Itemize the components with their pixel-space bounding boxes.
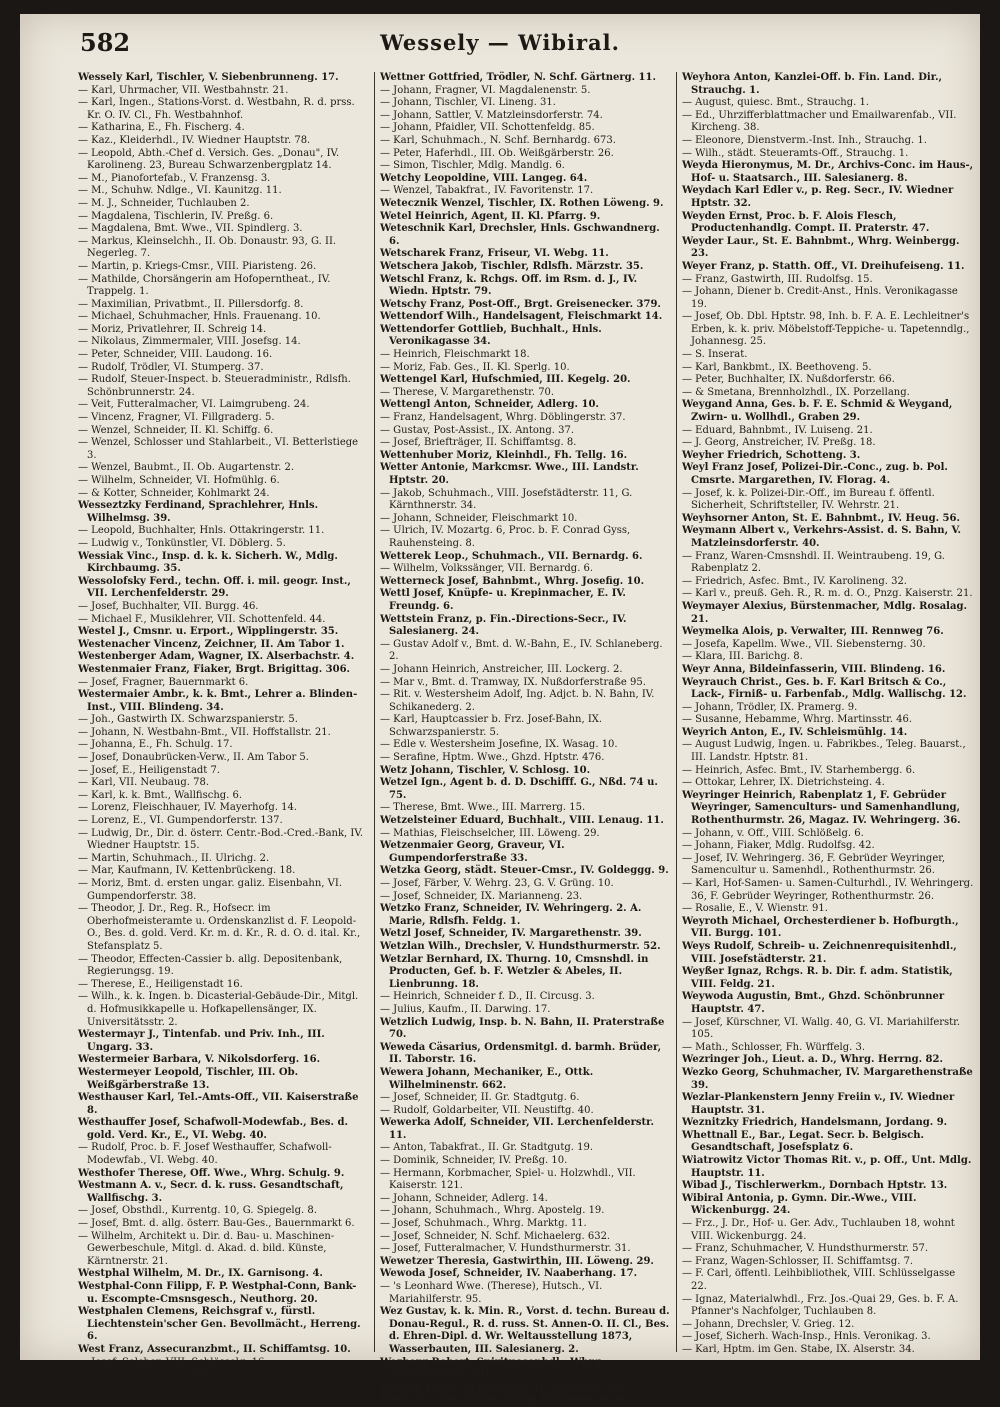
directory-entry: — & Smetana, Brennholzhdl., IX. Porzellang. [682, 386, 910, 398]
directory-entry: — Josef, Sicherh. Wach-Insp., Hnls. Veronikag. 3. [682, 1331, 931, 1343]
directory-entry: — Johann, Fragner, VI. Magdalenenstr. 5. [380, 84, 591, 96]
directory-entry: — Mar, Kaufmann, IV. Kettenbrückeng. 18. [78, 865, 296, 877]
directory-entry: — Johann, Schuhmach., Whrg. Apostelg. 19. [380, 1205, 605, 1217]
directory-entry: — Wilh., k. k. Ingen. b. Dicasterial-Gebäude-Dir., Mitgl. d. Hofmusikkapelle u. Hofkapellensänger, IX. Universitätsstr. 2. [78, 991, 359, 1028]
directory-entry: — Math., Schlosser, Fh. Würffelg. 3. [682, 1041, 866, 1053]
column-divider [676, 72, 677, 1352]
directory-entry: Wetzka Georg, städt. Steuer-Cmsr., IV. Goldeggg. 9. [380, 865, 669, 877]
directory-entry: Wezlar-Plankenstern Jenny Freiin v., IV. Wiedner Hauptstr. 31. [682, 1092, 955, 1116]
directory-entry: — S. Inserat. [682, 349, 748, 361]
directory-entry: — Peter, Schneider, VIII. Laudong. 16. [78, 349, 273, 361]
directory-entry: — Martin, Schuhmach., II. Ulrichg. 2. [78, 852, 270, 864]
directory-entry: — Johann, Trödler, IX. Pramerg. 9. [682, 701, 858, 713]
directory-entry: — Rit. v. Westersheim Adolf, Ing. Adjct. b. N. Bahn, IV. Schikanederg. 2. [380, 689, 655, 713]
directory-entry: — Rosalie, E., V. Wienstr. 91. [682, 903, 828, 915]
directory-entry: — Kaz., Kleiderhdl., IV. Wiedner Hauptstr. 78. [78, 134, 311, 146]
directory-entry: — Magdalena, Bmt. Wwe., VII. Spindlerg. 3. [78, 223, 303, 235]
directory-entry: Westermaier Ambr., k. k. Bmt., Lehrer a. Blinden-Inst., VIII. Blindeng. 34. [78, 689, 358, 713]
directory-entry: — Therese, V. Margarethenstr. 70. [380, 386, 555, 398]
directory-entry: — Therese, Bmt. Wwe., III. Marrerg. 15. [380, 802, 586, 814]
directory-entry: — Frz., J. Dr., Hof- u. Ger. Adv., Tuchlauben 18, wohnt VIII. Wickenburgg. 24. [682, 1218, 955, 1242]
directory-entry: Wetzlich Ludwig, Insp. b. N. Bahn, II. Praterstraße 70. [380, 1016, 665, 1041]
directory-entry: — Gustav Adolf v., Bmt. d. W.-Bahn, E., IV. Schlaneberg. 2. [380, 638, 663, 663]
directory-entry: — Josef, Obsthdl., Kurrentg. 10, G. Spiegelg. 8. [78, 1205, 317, 1217]
directory-entry: Wetzlar Bernhard, IX. Thurng. 10, Cmsnshdl. in Producten, Gef. b. F. Wetzler & Abeles, II. Lienbrunng. 18. [380, 953, 649, 990]
directory-entry: — Michael, Schuhmacher, Hnls. Frauenang. 10. [78, 311, 321, 323]
directory-entry: — Friedrich, Asfec. Bmt., IV. Karolineng. 32. [682, 575, 907, 587]
directory-entry: — Johann, Sattler, V. Matzleinsdorferstr. 74. [380, 109, 603, 121]
directory-entry: Weyrauch Christ., Ges. b. F. Karl Britsch & Co., Lack-, Firniß- u. Farbenfab., Mdlg. Wallischg. 12. [682, 676, 967, 701]
directory-entry: — Wilhelm, Volkssänger, VII. Bernardg. 6. [380, 563, 594, 575]
directory-entry: Wetzl Josef, Schneider, IV. Margarethenstr. 39. [380, 928, 642, 940]
directory-entry: — 's Leonhard Wwe. (Therese), Hutsch., VI. Mariahilferstr. 95. [380, 1281, 603, 1305]
directory-entry: — Johann, Tischler, VI. Lineng. 31. [380, 97, 556, 109]
directory-entry: Weygand Anna, Ges. b. F. E. Schmid & Weygand, Zwirn- u. Wollhdl., Graben 29. [682, 399, 953, 424]
directory-entry: — Lorenz, Fleischhauer, IV. Mayerhofg. 14. [78, 802, 297, 814]
directory-entry: — Wenzel, Schlosser und Stahlarbeit., VI. Betterlstiege 3. [78, 437, 359, 461]
directory-entry: — Eleonore, Dienstverm.-Inst. Inh., Strauchg. 1. [682, 134, 927, 146]
directory-entry: — Rudolf, Trödler, VI. Stumperg. 37. [78, 361, 264, 373]
directory-entry: — Moriz, Fab. Ges., II. Kl. Sperlg. 10. [380, 361, 570, 373]
directory-entry: — Franz, Waren-Cmsnshdl. II. Weintraubeng. 19, G. Rabenplatz 2. [682, 550, 945, 575]
directory-entry: Wetzko Franz, Schneider, IV. Wehringerg. 2. A. Marie, Rdlsfh. Feldg. 1. [380, 903, 642, 927]
directory-entry: Wetzenmaier Georg, Graveur, VI. Gumpendorferstraße 33. [380, 840, 565, 864]
directory-entry: — Nikolaus, Zimmermaler, VIII. Josefsg. 14. [78, 336, 301, 348]
directory-entry: — Theodor, J. Dr., Reg. R., Hofsecr. im Oberhofmeisteramte u. Ordenskanzlist d. F. Leopold-O., Bes. d. gold. Verd. Kr. m. d. Kr., R. d. O. d. ital. Kr., Stefansplatz 5. [78, 903, 361, 952]
directory-entry: — Johann, Drechsler, V. Grieg. 12. [682, 1318, 855, 1330]
directory-entry: Wettl Josef, Knüpfe- u. Krepinmacher, E. IV. Freundg. 6. [380, 588, 626, 612]
directory-entry: — Josef, Fragner, Bauernmarkt 6. [78, 676, 249, 688]
directory-entry: — Josefa, Kapellm. Wwe., VII. Siebensterng. 30. [682, 638, 926, 650]
directory-entry: Wibad J., Tischlerwerkm., Dornbach Hptstr. 13. [682, 1180, 948, 1192]
directory-entry: — Lorenz, E., VI. Gumpendorferstr. 137. [78, 815, 283, 827]
column-divider [374, 72, 375, 1352]
directory-entry: — Josef, Schuhmach., Whrg. Marktg. 11. [380, 1218, 587, 1230]
directory-entry: — Moriz, Bmt. d. ersten ungar. galiz. Eisenbahn, VI. Gumpendorferstr. 38. [78, 878, 343, 902]
directory-entry: Weyrich Anton, E., IV. Schleismühlg. 14. [682, 726, 908, 738]
directory-entry: — Johann, Schneider, Adlerg. 14. [380, 1192, 548, 1204]
directory-entry: — Josef, Schneider, N. Schf. Michaelerg. 632. [380, 1230, 611, 1242]
directory-entry: — Theodor, Effecten-Cassier b. allg. Depositenbank, Regierungsg. 19. [78, 953, 343, 978]
directory-entry: Weymelka Alois, p. Verwalter, III. Rennweg 76. [682, 626, 944, 638]
directory-entry: Weyringer Heinrich, Rabenplatz 1, F. Gebrüder Weyringer, Samenculturs- und Samenhandlung, Rothenthurmstr. 26, Magaz. IV. Wehringerg. 36. [682, 789, 961, 827]
directory-entry: — Josef, Schneider, IX. Marianneng. 23. [380, 890, 583, 902]
directory-entry: Wetschy Franz, Post-Off., Brgt. Greisenecker. 379. [380, 298, 661, 310]
directory-entry: — Mar v., Bmt. d. Tramway, IX. Nußdorferstraße 95. [380, 676, 646, 688]
directory-entry: — Heinrich, Fleischmarkt 18. [380, 349, 530, 361]
directory-entry: — Karl, Hptm. im Gen. Stabe, IX. Alserstr. 34. [682, 1343, 915, 1355]
directory-entry: Weymann Albert v., Verkehrs-Assist. d. S. Bahn, V. Matzleinsdorferstr. 40. [682, 525, 962, 549]
directory-entry: Weyl Franz Josef, Polizei-Dir.-Conc., zug. b. Pol. Cmsrte. Margarethen, IV. Florag. 4. [682, 462, 948, 486]
directory-entry: — Johann, Fiaker, Mdlg. Rudolfsg. 42. [682, 840, 875, 852]
directory-entry: — Johanna, E., Fh. Schulg. 17. [78, 739, 233, 751]
directory-entry: — Karl, k. k. Bmt., Wallfischg. 6. [78, 789, 243, 801]
directory-entry: Wettstein Franz, p. Fin.-Directions-Secr., IV. Salesianerg. 24. [380, 613, 627, 638]
directory-entry: — Josef, Schneider, II. Gr. Stadtgutg. 6. [380, 1092, 580, 1104]
directory-entry: Wessely Karl, Tischler, V. Siebenbrunneng. 17. [78, 72, 339, 83]
directory-entry: — Karl v., preuß. Geh. R., R. m. d. O., Pnzg. Kaiserstr. 21. [682, 588, 973, 600]
directory-entry: — Josef, Donaubrücken-Verw., II. Am Tabor 5. [78, 752, 309, 764]
directory-entry: Wettendorf Wilh., Handelsagent, Fleischmarkt 14. [380, 311, 663, 323]
directory-entry: — Josef, Selcher, VIII. Schlösselg. 16. [78, 1356, 268, 1368]
directory-entry: — Ludwig v., Tonkünstler, VI. Döblerg. 5. [78, 537, 286, 549]
directory-entry: Wezberg Robert, Spirituosenhdl., Whrg. Martinsstraße 21. [380, 1356, 605, 1381]
directory-entry: — Josef, Bmt. d. allg. österr. Bau-Ges., Bauernmarkt 6. [78, 1218, 355, 1230]
directory-entry: Weznitzky Friedrich, Handelsmann, Jordang. 9. [682, 1117, 948, 1129]
directory-entry: — Vincenz, Fragner, VI. Fillgraderg. 5. [78, 412, 275, 424]
directory-entry: — Joh., Gastwirth IX. Schwarzspanierstr. 5. [78, 714, 298, 726]
directory-entry: Weyhsorner Anton, St. E. Bahnbmt., IV. Heug. 56. [682, 512, 960, 524]
directory-entry: — Heinrich, Schneider f. D., II. Circusg. 3. [380, 991, 595, 1003]
directory-entry: — Edle v. Westersheim Josefine, IX. Wasag. 10. [380, 739, 618, 751]
column-1 [78, 72, 370, 1381]
directory-entry: — Gustav, Post-Assist., IX. Antong. 37. [380, 424, 575, 436]
directory-entry: Wetecznik Wenzel, Tischler, IX. Rothen Löweng. 9. [380, 197, 664, 209]
directory-entry: — Franz, Gastwirth, III. Rudolfsg. 15. [682, 273, 873, 285]
directory-entry: Wetterek Leop., Schuhmach., VII. Bernardg. 6. [380, 550, 643, 562]
directory-entry: — Franz, Wagen-Schlosser, II. Schiffamtsg. 7. [682, 1255, 914, 1267]
directory-entry: — Josef, Briefträger, II. Schiffamtsg. 8. [380, 437, 577, 449]
directory-entry: — Julius, Kaufm., II. Darwing. 17. [380, 1003, 551, 1015]
directory-entry: Wetter Antonie, Markcmsr. Wwe., III. Landstr. Hptstr. 20. [380, 462, 639, 486]
directory-entry: Wetzelsteiner Eduard, Buchhalt., VIII. Lenaug. 11. [380, 815, 664, 827]
directory-entry: Wetz Johann, Tischler, V. Schlosg. 10. [380, 764, 591, 776]
directory-entry: Westenmaier Franz, Fiaker, Brgt. Brigittag. 306. [78, 663, 351, 675]
directory-entry: — Johann, Schneider, Fleischmarkt 10. [380, 512, 578, 524]
directory-entry: — Ed., Uhrzifferblattmacher und Emailwarenfab., VII. Kircheng. 38. [682, 109, 957, 134]
directory-entry: — Wilhelm, Architekt u. Dir. d. Bau- u. Maschinen-Gewerbeschule, Mitgl. d. Akad. d. bild. Künste, Kärntnerstr. 21. [78, 1230, 335, 1267]
directory-entry: Weyr Anna, Bildeinfasserin, VIII. Blindeng. 16. [682, 663, 946, 675]
directory-entry: — Josef, Ob. Dbl. Hptstr. 98, Inh. b. F. A. E. Lechleitner's Erben, k. k. priv. Möbelstoff-Teppiche- u. Tapetenndlg., Johannesg. 25. [682, 311, 970, 348]
directory-entry: Westel J., Cmsnr. u. Erport., Wipplingerstr. 35. [78, 626, 339, 638]
directory-entry: — Dominik, Schneider, IV. Preßg. 10. [380, 1155, 568, 1167]
column-3 [682, 72, 974, 1355]
directory-entry: — Eduard, Bahnbmt., IV. Luiseng. 21. [682, 424, 873, 436]
page-header [20, 22, 980, 62]
directory-entry: Westphal Wilhelm, M. Dr., IX. Garnisong. 4. [78, 1268, 323, 1280]
directory-entry: — August Ludwig, Ingen. u. Fabrikbes., Teleg. Bauarst., III. Landstr. Hptstr. 81. [682, 739, 966, 764]
directory-entry: — Anton, Tabakfrat., II. Gr. Stadtgutg. 19. [380, 1142, 594, 1154]
directory-entry: — Mathilde, Chorsängerin am Hofoperntheat., IV. Trappelg. 1. [78, 273, 331, 298]
directory-entry: Weyßer Ignaz, Rchgs. R. b. Dir. f. adm. Statistik, VIII. Feldg. 21. [682, 966, 953, 990]
directory-entry: Wettenhuber Moriz, Kleinhdl., Fh. Tellg. 16. [380, 449, 628, 461]
directory-entry: — Simon, Tischler, Mdlg. Mandlg. 6. [380, 160, 565, 172]
directory-entry: Wetschera Jakob, Tischler, Rdlsfh. Märzstr. 35. [380, 260, 644, 272]
directory-entry: Weyer Franz, p. Statth. Off., VI. Dreihufeiseng. 11. [682, 260, 965, 272]
directory-entry: — & Kotter, Schneider, Kohlmarkt 24. [78, 487, 270, 499]
directory-entry: Wetscharek Franz, Friseur, VI. Webg. 11. [380, 248, 609, 260]
directory-entry: — Rudolf, Steuer-Inspect. b. Steueradministr., Rdlsfh. Schönbrunnerstr. 24. [78, 374, 351, 398]
directory-entry: Wezringer Joh., Lieut. a. D., Whrg. Herrng. 82. [682, 1054, 943, 1066]
directory-entry: — Josef, E., Heiligenstadt 7. [78, 764, 221, 776]
directory-entry: — August, quiesc. Bmt., Strauchg. 1. [682, 97, 870, 109]
directory-entry: — Wilhelm, Schneider, VI. Hofmühlg. 6. [78, 475, 280, 486]
directory-page [20, 14, 980, 1406]
directory-entry: — Klara, III. Barichg. 8. [682, 651, 803, 663]
directory-entry: — Josef, k. k. Polizei-Dir.-Off., im Bureau f. öffentl. Sicherheit, Schriftsteller, IV. Wehrstr. 21. [682, 487, 935, 512]
directory-entry: Wetschl Franz, k. Rchgs. Off. im Rsm. d. J., IV. Wiedn. Hptstr. 79. [380, 273, 638, 298]
directory-entry: Westhofer Therese, Off. Wwe., Whrg. Schulg. 9. [78, 1167, 345, 1179]
directory-entry: — Wenzel, Tabakfrat., IV. Favoritenstr. 17. [380, 185, 594, 197]
column-2 [380, 72, 672, 1406]
directory-entry: Westermeier Barbara, V. Nikolsdorferg. 16. [78, 1054, 321, 1066]
directory-entry: — Markus, Kleinselchh., II. Ob. Donaustr. 93, G. II. Negerleg. 7. [78, 235, 337, 260]
directory-entry: — Mathias, Fleischselcher, III. Löweng. 29. [380, 827, 600, 839]
directory-entry: Westmann A. v., Secr. d. k. russ. Gesandtschaft, Wallfischg. 3. [78, 1180, 344, 1204]
directory-entry: Westphalen Clemens, Reichsgraf v., fürstl. Liechtenstein'scher Gen. Bevollmächt., Herreng. 6. [78, 1306, 361, 1343]
directory-entry: — M., Schuhw. Ndlge., VI. Kaunitzg. 11. [78, 185, 282, 197]
directory-entry: Wettengl Anton, Schneider, Adlerg. 10. [380, 399, 599, 411]
directory-entry: — Ottokar, Lehrer, IX. Dietrichsteing. 4. [682, 777, 885, 789]
directory-entry: Wewoda Josef, Schneider, IV. Naaberhang. 17. [380, 1268, 638, 1280]
directory-entry: — Jakob, Schuhmach., VIII. Josefstädterstr. 11, G. Kärnthnerstr. 34. [380, 487, 633, 512]
directory-entry: — Heinrich, Asfec. Bmt., IV. Starhembergg. 6. [682, 764, 916, 776]
directory-entry: — Josef, Färber, V. Wehrg. 23, G. V. Grüng. 10. [380, 878, 614, 889]
directory-entry: Wetzlan Wilh., Drechsler, V. Hundsthurmerstr. 52. [380, 940, 661, 952]
directory-entry: Weyder Franz, Schneider f. D., Wollzeile 30. [380, 1381, 625, 1393]
directory-entry: Weywoda Augustin, Bmt., Ghzd. Schönbrunner Hauptstr. 47. [682, 991, 945, 1015]
directory-entry: West Franz, Assecuranzbmt., II. Schiffamtsg. 10. [78, 1343, 351, 1355]
directory-entry: — Wenzel, Baubmt., II. Ob. Augartenstr. 2. [78, 462, 295, 474]
directory-entry: Weyda Hieronymus, M. Dr., Archivs-Conc. im Haus-, Hof- u. Staatsarch., III. Salesianerg. 8. [682, 160, 974, 184]
directory-entry: — Therese, E., Heiligenstadt 16. [78, 978, 243, 990]
directory-entry: Westenacher Vincenz, Zeichner, II. Am Tabor 1. [78, 638, 345, 650]
directory-entry: — Peter, Haferhdl., III. Ob. Weißgärberstr. 26. [380, 147, 614, 159]
directory-entry: — Maximilian, Privatbmt., II. Pillersdorfg. 8. [78, 298, 304, 310]
directory-entry: Weymayer Alexius, Bürstenmacher, Mdlg. Rosalag. 21. [682, 600, 967, 625]
directory-entry: — Moriz, Privatlehrer, II. Schreig 14. [78, 323, 267, 335]
directory-entry: — Karl, Hauptcassier b. Frz. Josef-Bahn, IX. Schwarzspanierstr. 5. [380, 714, 603, 738]
directory-entry: Wettner Gottfried, Trödler, N. Schf. Gärtnerg. 11. [380, 72, 656, 83]
directory-entry: Wessiak Vinc., Insp. d. k. k. Sicherh. W., Mdlg. Kirchbaumg. 35. [78, 550, 338, 575]
directory-entry: — Johann, Pfaidler, VII. Schottenfeldg. 85. [380, 122, 595, 134]
directory-entry: — Michael F., Musiklehrer, VII. Schottenfeld. 44. [78, 613, 326, 625]
directory-entry: — Karl, Schuhmach., N. Schf. Bernhardg. 673. [380, 134, 616, 146]
directory-entry: — Josef, Kürschner, VI. Wallg. 40, G. VI. Mariahilferstr. 105. [682, 1016, 961, 1041]
directory-entry: Wetzel Ign., Agent b. d. D. Dschifff. G., Nßd. 74 u. 75. [380, 777, 658, 801]
directory-entry: Wiatrowitz Victor Thomas Rit. v., p. Off., Unt. Mdlg. Hauptstr. 11. [682, 1155, 972, 1179]
directory-entry: — Peter, Buchhalter, IX. Nußdorferstr. 66. [682, 374, 895, 386]
directory-entry: Wibiral Antonia, p. Gymn. Dir.-Wwe., VIII. Wickenburgg. 24. [682, 1192, 917, 1217]
directory-entry: Wettengel Karl, Hufschmied, III. Kegelg. 20. [380, 374, 631, 386]
directory-entry: Weys Rudolf, Schreib- u. Zeichnenrequisitenhdl., VIII. Josefstädterstr. 21. [682, 940, 957, 965]
directory-entry: — Karl, Uhrmacher, VII. Westbahnstr. 21. [78, 84, 289, 96]
directory-entry: — Johann, v. Off., VIII. Schlößelg. 6. [682, 827, 864, 839]
directory-entry: Wewerka Adolf, Schneider, VII. Lerchenfelderstr. 11. [380, 1117, 654, 1141]
directory-entry: — Karl, Bankbmt., IX. Beethoveng. 5. [682, 361, 872, 373]
directory-entry: — Johann, Diener b. Credit-Anst., Hnls. Veronikagasse 19. [682, 286, 958, 310]
directory-entry: Wettendorfer Gottlieb, Buchhalt., Hnls. Veronikagasse 34. [380, 323, 602, 348]
directory-entry: — Leopold, Buchhalter, Hnls. Ottakringerstr. 11. [78, 525, 325, 537]
directory-entry: — Johann, N. Westbahn-Bmt., VII. Hoffstallstr. 21. [78, 726, 331, 738]
directory-entry: Weyder Laur., St. E. Bahnbmt., Whrg. Weinbergg. 23. [682, 235, 960, 260]
directory-entry: — Karl, VII. Neubaug. 78. [78, 777, 210, 789]
directory-entry: — Karl, Hof-Samen- u. Samen-Culturhdl., IV. Wehringerg. 36, F. Gebrüder Weyringer, Rothenthurmstr. 26. [682, 878, 974, 902]
directory-entry: — F. Carl, öffentl. Leihbibliothek, VIII. Schlüsselgasse 22. [682, 1268, 956, 1292]
directory-entry: Westhauffer Josef, Schafwoll-Modewfab., Bes. d. gold. Verd. Kr., E., VI. Webg. 40. [78, 1117, 348, 1141]
directory-entry: Weyher Friedrich, Schotteng. 3. [682, 449, 861, 461]
directory-entry: — Susanne, Hebamme, Whrg. Martinsstr. 46. [682, 714, 913, 726]
directory-entry: — Hermann, Korbmacher, Spiel- u. Holzwhdl., VII. Kaiserstr. 121. [380, 1167, 636, 1192]
directory-entry: — Johann Heinrich, Anstreicher, III. Lockerg. 2. [380, 663, 623, 675]
directory-entry: — Karl, Ingen., Stations-Vorst. d. Westbahn, R. d. prss. Kr. O. IV. Cl., Fh. Westbahnhof. [78, 97, 355, 121]
directory-entry: Whettnall E., Bar., Legat. Secr. b. Belgisch. Gesandtschaft, Josefsplatz 6. [682, 1129, 924, 1154]
directory-entry: Wessolofsky Ferd., techn. Off. i. mil. geogr. Inst., VII. Lerchenfelderstr. 29. [78, 575, 351, 600]
directory-entry: — Leopold, Abth.-Chef d. Versich. Ges. „Donau", IV. Karolineng. 23, Bureau Schwarzenbergplatz 14. [78, 147, 340, 172]
directory-entry: Westermayr J., Tintenfab. und Priv. Inh., III. Ungarg. 33. [78, 1029, 325, 1053]
directory-columns [78, 72, 974, 1406]
directory-entry: — Katharina, E., Fh. Fischerg. 4. [78, 122, 245, 134]
directory-entry: Wesseztzky Ferdinand, Sprachlehrer, Hnls. Wilhelmsg. 39. [78, 500, 319, 524]
directory-entry: — Josef, IV. Wehringerg. 36, F. Gebrüder Weyringer, Samencultur u. Samenhdl., Rothenthurmstr. 26. [682, 852, 946, 877]
directory-entry: — Franz, Schuhmacher, V. Hundsthurmerstr. 57. [682, 1243, 929, 1255]
directory-entry: Westhauser Karl, Tel.-Amts-Off., VII. Kaiserstraße 8. [78, 1092, 359, 1116]
directory-entry: Westenberger Adam, Wagner, IX. Alserbachstr. 4. [78, 651, 355, 663]
running-title: Wessely — Wibiral. [380, 30, 620, 55]
directory-entry: — Ignaz, Materialwhdl., Frz. Jos.-Quai 29, Ges. b. F. A. Pfanner's Nachfolger, Tuchlauben 8. [682, 1293, 959, 1318]
directory-entry: — J. Georg, Anstreicher, IV. Preßg. 18. [682, 437, 876, 449]
directory-entry: Wetchy Leopoldine, VIII. Langeg. 64. [380, 172, 588, 184]
directory-entry: Wez Gustav, k. k. Min. R., Vorst. d. techn. Bureau d. Donau-Regul., R. d. russ. St. Annen-O. II. Cl., Bes. d. Ehren-Dipl. d. Wr. Weltausstellung 1873, Wasserbauten, III. Salesianerg. 2. [380, 1306, 670, 1355]
directory-entry: — Rudolf, Proc. b. F. Josef Westhauffer, Schafwoll-Modewfab., VI. Webg. 40. [78, 1142, 332, 1167]
directory-entry: Wezko Georg, Schuhmacher, IV. Margarethenstraße 39. [682, 1066, 973, 1091]
directory-entry: Weydach Karl Edler v., p. Reg. Secr., IV. Wiedner Hptstr. 32. [682, 185, 954, 209]
directory-entry: Westermeyer Leopold, Tischler, III. Ob. Weißgärberstraße 13. [78, 1066, 299, 1091]
directory-entry: — Magdalena, Tischlerin, IV. Preßg. 6. [78, 210, 274, 222]
directory-entry: Weyand Julius, Maler, Mdlg. Wilhelmsstr. 64. [380, 1394, 633, 1406]
directory-entry: Weteschnik Karl, Drechsler, Hnls. Gschwandnerg. 6. [380, 223, 660, 247]
directory-entry: — M. J., Schneider, Tuchlauben 2. [78, 197, 250, 209]
directory-entry: — Josef, Buchhalter, VII. Burgg. 46. [78, 600, 259, 612]
directory-entry: — Ulrich, IV. Mozartg. 6, Proc. b. F. Conrad Gyss, Rauhensteing. 8. [380, 525, 631, 549]
directory-entry: Weyden Ernst, Proc. b. F. Alois Flesch, Productenhandlg. Compt. II. Praterstr. 47. [682, 210, 930, 235]
directory-entry: Weweda Cäsarius, Ordensmitgl. d. barmh. Brüder, II. Taborstr. 16. [380, 1041, 662, 1066]
directory-entry: — Wilh., städt. Steueramts-Off., Strauchg. 1. [682, 147, 909, 159]
directory-entry: — Veit, Futteralmacher, VI. Laimgrubeng. 24. [78, 399, 310, 411]
directory-entry: Wewetzer Theresia, Gastwirthin, III. Löweng. 29. [380, 1255, 654, 1267]
directory-entry: — Martin, p. Kriegs-Cmsr., VIII. Piaristeng. 26. [78, 260, 317, 272]
directory-entry: — Josef, Futteralmacher, V. Hundsthurmerstr. 31. [380, 1243, 631, 1255]
directory-entry: Westphal-Conn Filipp, F. P. Westphal-Conn, Bank- u. Escompte-Cmsnsgesch., Neuthorg. 20. [78, 1281, 357, 1305]
directory-entry: — M., Pianofortefab., V. Franzensg. 3. [78, 172, 271, 184]
directory-entry: — Ludwig, Dr., Dir. d. österr. Centr.-Bod.-Cred.-Bank, IV. Wiedner Hauptstr. 15. [78, 827, 364, 852]
directory-entry: Wewera Johann, Mechaniker, E., Ottk. Wilhelminenstr. 662. [380, 1066, 594, 1091]
directory-entry: — Rudolf, Goldarbeiter, VII. Neustiftg. 40. [380, 1104, 594, 1116]
directory-entry: — Wenzel, Schneider, II. Kl. Schiffg. 6. [78, 424, 274, 436]
directory-entry: Wetel Heinrich, Agent, II. Kl. Pfarrg. 9. [380, 210, 601, 222]
page-number: 582 [80, 28, 131, 57]
directory-entry: — Franz, Handelsagent, Whrg. Döblingerstr. 37. [380, 412, 626, 424]
directory-entry: — Therese, E., II. Schiffamtsg. 10. [78, 1369, 252, 1381]
directory-entry: Weyroth Michael, Orchesterdiener b. Hofburgth., VII. Burgg. 101. [682, 915, 959, 940]
directory-entry: Weyhora Anton, Kanzlei-Off. b. Fin. Land. Dir., Strauchg. 1. [682, 72, 943, 96]
directory-entry: Wetterneck Josef, Bahnbmt., Whrg. Josefig. 10. [380, 575, 645, 587]
directory-entry: — Serafine, Hptm. Wwe., Ghzd. Hptstr. 476. [380, 752, 605, 764]
